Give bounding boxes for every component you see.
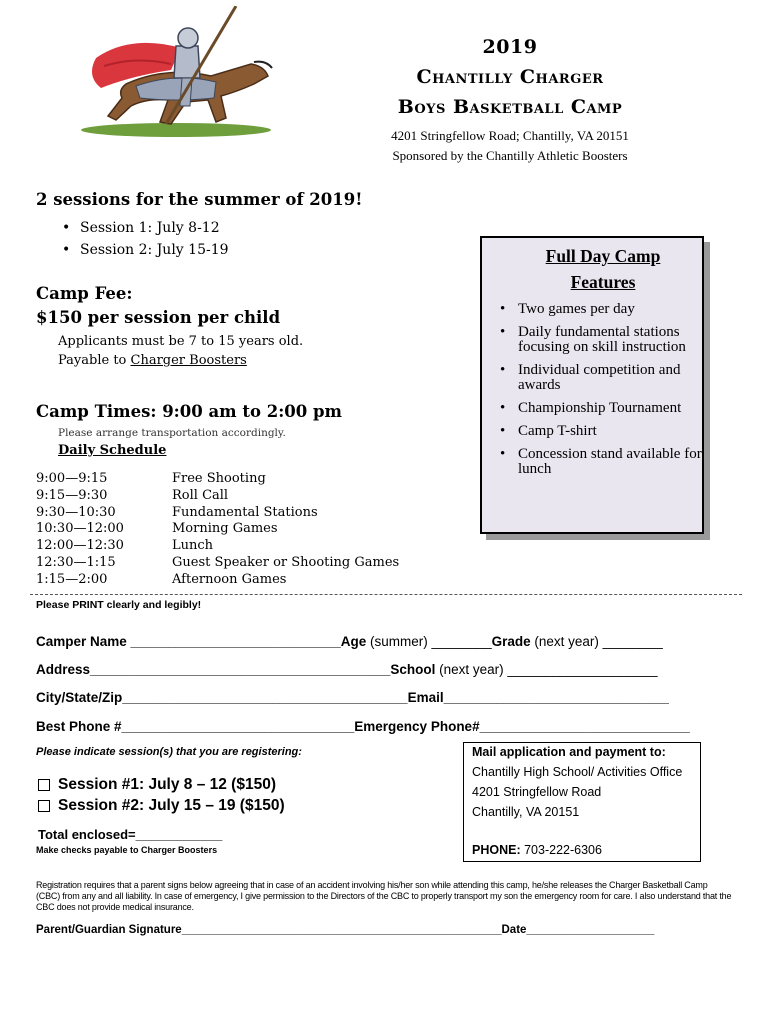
- features-title-line2: Features: [570, 272, 636, 292]
- schedule-time: 10:30—12:00: [36, 521, 124, 537]
- email-field[interactable]: Email______________________________: [407, 690, 669, 705]
- schedule-time: 12:00—12:30: [36, 538, 124, 554]
- date-field[interactable]: Date____________________: [501, 924, 655, 936]
- payable-note: [58, 353, 247, 368]
- payable-prefix: Payable to: [58, 353, 131, 368]
- address-field[interactable]: Address________________________________________: [36, 662, 391, 677]
- session1-label: Session #1: July 8 – 12 ($150): [58, 776, 276, 793]
- liability-text: Registration requires that a parent signs below agreeing that in case of an accident involving his/her son while attending this camp, he/she releases the Charger Basketball Camp (CBC) from any and all liability. In case of emergency, I give permission to the Directors of the CBC to properly transport my son the emergency room for care. I also understand that the CBC does not provide medical insurance.: [36, 880, 732, 912]
- fee-heading: Camp Fee:: [36, 284, 133, 303]
- feature-item: • Concession stand available for lunch: [482, 447, 702, 477]
- mail-line3: Chantilly, VA 20151: [472, 805, 580, 819]
- schedule-row: [36, 538, 399, 555]
- school-field[interactable]: (next year) ____________________: [435, 662, 658, 677]
- schedule-activity: Morning Games: [172, 521, 278, 537]
- phone-label: PHONE:: [472, 843, 521, 857]
- camp-times-heading: Camp Times: 9:00 am to 2:00 pm: [36, 402, 343, 421]
- indicate-sessions-note: Please indicate session(s) that you are registering:: [36, 746, 302, 758]
- schedule-row: [36, 471, 399, 488]
- schedule-activity: Fundamental Stations: [172, 504, 318, 520]
- city-state-zip-field[interactable]: City/State/Zip______________________________________: [36, 690, 408, 705]
- checks-note: Make checks payable to Charger Boosters: [36, 845, 218, 855]
- schedule-activity: Roll Call: [172, 487, 229, 503]
- mail-heading: Mail application and payment to:: [472, 745, 666, 759]
- schedule-time: 1:15—2:00: [36, 571, 108, 587]
- schedule-row: [36, 505, 399, 522]
- transport-note: Please arrange transportation accordingly.: [58, 427, 286, 439]
- session2-label: Session #2: July 15 – 19 ($150): [58, 797, 285, 814]
- mail-line2: 4201 Stringfellow Road: [472, 785, 602, 799]
- age-requirement: Applicants must be 7 to 15 years old.: [58, 334, 304, 349]
- feature-item: • Two games per day: [482, 302, 702, 317]
- session-list: [58, 217, 229, 261]
- schedule-time: 12:30—1:15: [36, 554, 116, 570]
- form-row-city: [36, 690, 669, 705]
- fee-amount: $150 per session per child: [36, 308, 281, 327]
- session-item: • Session 2: July 15-19: [58, 239, 229, 261]
- schedule-time: 9:15—9:30: [36, 487, 108, 503]
- session1-option[interactable]: [38, 776, 276, 794]
- guardian-signature-field[interactable]: Parent/Guardian Signature__________________________________________________: [36, 924, 502, 936]
- knight-logo: [76, 6, 282, 138]
- title-charger: Chantilly Charger: [416, 66, 604, 88]
- schedule-time: 9:00—9:15: [36, 471, 108, 486]
- form-row-phone: [36, 719, 690, 734]
- title-camp: Boys Basketball Camp: [397, 96, 623, 118]
- schedule-row: [36, 572, 399, 589]
- feature-item: • Camp T-shirt: [482, 424, 702, 439]
- sessions-heading: 2 sessions for the summer of 2019!: [36, 190, 363, 209]
- schedule-heading: Daily Schedule: [58, 443, 167, 458]
- cut-line-divider: [30, 594, 742, 595]
- mail-line1: Chantilly High School/ Activities Office: [472, 765, 683, 779]
- camper-name-field[interactable]: Camper Name ____________________________: [36, 634, 341, 649]
- form-row-camper: [36, 634, 663, 649]
- features-box: [480, 236, 704, 534]
- session2-checkbox[interactable]: [38, 800, 50, 812]
- grade-field[interactable]: (next year) ________: [530, 634, 663, 649]
- feature-item: • Individual competition and awards: [482, 363, 702, 393]
- school-label: School: [390, 662, 436, 677]
- print-note: Please PRINT clearly and legibly!: [36, 599, 202, 611]
- mail-phone: [472, 843, 602, 857]
- form-row-address: [36, 662, 658, 677]
- header-address: 4201 Stringfellow Road; Chantilly, VA 20151: [391, 128, 629, 143]
- schedule-activity: Lunch: [172, 538, 214, 554]
- daily-schedule: [36, 471, 399, 589]
- signature-row: [36, 924, 654, 936]
- session-item: • Session 1: July 8-12: [58, 217, 229, 239]
- title-year: 2019: [482, 36, 538, 58]
- schedule-activity: Afternoon Games: [172, 571, 287, 587]
- features-title-line1: Full Day Camp: [545, 246, 661, 266]
- feature-item: • Daily fundamental stations focusing on skill instruction: [482, 325, 702, 355]
- phone-value: 703-222-6306: [520, 843, 602, 857]
- schedule-row: [36, 521, 399, 538]
- age-label: Age: [340, 634, 367, 649]
- schedule-activity: Free Shooting: [172, 471, 266, 486]
- schedule-activity: Guest Speaker or Shooting Games: [172, 554, 400, 570]
- header-sponsor: Sponsored by the Chantilly Athletic Boosters: [392, 148, 628, 163]
- best-phone-field[interactable]: Best Phone #_______________________________: [36, 719, 355, 734]
- session2-option[interactable]: [38, 797, 285, 815]
- schedule-time: 9:30—10:30: [36, 504, 116, 520]
- total-enclosed-field[interactable]: Total enclosed=____________: [38, 827, 223, 842]
- emergency-phone-field[interactable]: Emergency Phone#____________________________: [354, 719, 690, 734]
- feature-item: • Championship Tournament: [482, 401, 702, 416]
- session1-checkbox[interactable]: [38, 779, 50, 791]
- schedule-row: [36, 555, 399, 572]
- features-list: [482, 302, 702, 477]
- payable-boosters: Charger Boosters: [130, 353, 247, 368]
- age-field[interactable]: (summer) ________: [366, 634, 492, 649]
- grade-label: Grade: [491, 634, 531, 649]
- mail-info-box: [463, 742, 701, 862]
- schedule-row: [36, 488, 399, 505]
